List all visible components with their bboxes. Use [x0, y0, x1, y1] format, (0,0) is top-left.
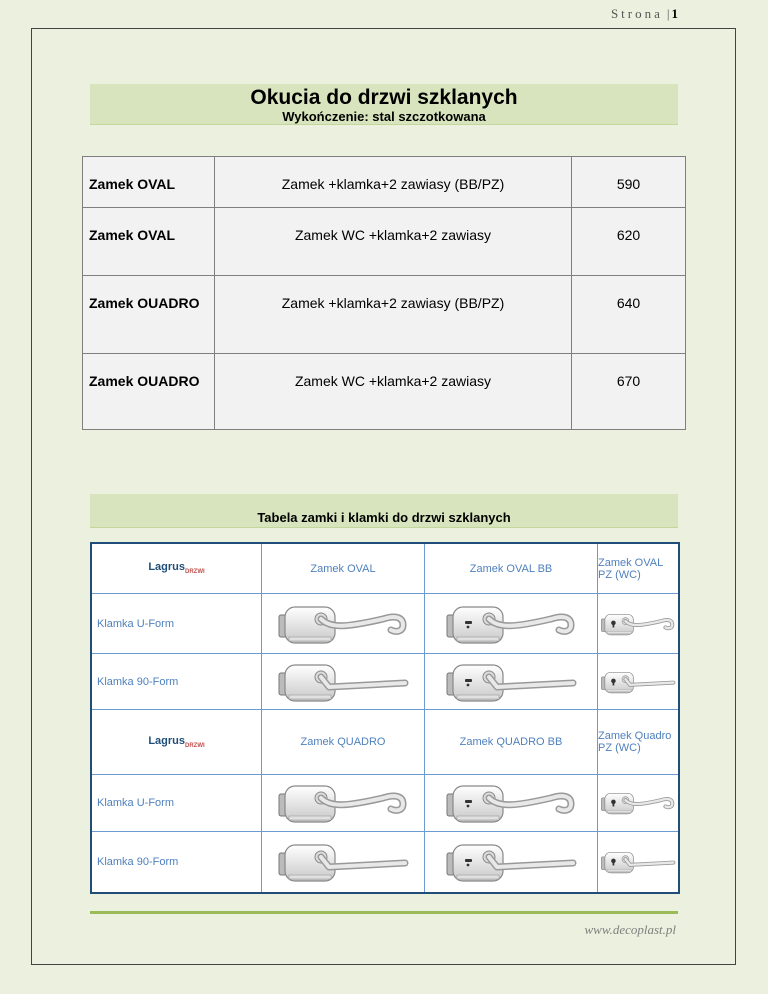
product-price: 590 — [572, 157, 686, 208]
door-lock-icon — [441, 835, 581, 889]
column-header: Zamek OVAL PZ (WC) — [598, 544, 678, 594]
page-subtitle: Wykończenie: stal szczotkowana — [282, 109, 486, 124]
row-label: Klamka 90-Form — [92, 654, 262, 710]
table-row — [83, 157, 686, 208]
door-lock-icon — [441, 776, 581, 830]
table-row — [83, 354, 686, 430]
column-header: Zamek Quadro PZ (WC) — [598, 710, 678, 775]
product-name: Zamek OUADRO — [83, 354, 215, 430]
product-name: Zamek OVAL — [83, 157, 215, 208]
lock-bb-u-form-image — [425, 594, 598, 654]
page-header — [611, 6, 678, 22]
lock-bb-90-form-image — [425, 654, 598, 710]
product-name: Zamek OUADRO — [83, 276, 215, 354]
page-title: Okucia do drzwi szklanych — [250, 86, 518, 109]
product-price: 620 — [572, 208, 686, 276]
door-lock-icon — [273, 597, 413, 651]
brand-name: Lagrus — [148, 734, 185, 747]
door-lock-icon — [441, 597, 581, 651]
brand-name: Lagrus — [148, 561, 185, 574]
column-header: Zamek QUADRO BB — [425, 710, 598, 775]
row-label: Klamka U-Form — [92, 775, 262, 832]
product-description: Zamek +klamka+2 zawiasy (BB/PZ) — [215, 157, 572, 208]
door-lock-icon — [598, 835, 678, 889]
title-band — [90, 84, 678, 125]
hardware-catalog-table — [90, 542, 680, 894]
footer-rule — [90, 911, 678, 914]
lock-pz-90-form-image — [598, 832, 678, 892]
product-price: 640 — [572, 276, 686, 354]
price-table — [82, 156, 686, 430]
row-label: Klamka U-Form — [92, 594, 262, 654]
door-lock-icon — [598, 776, 678, 830]
brand-sub: DRZWI — [185, 743, 205, 750]
door-lock-icon — [273, 776, 413, 830]
section-title: Tabela zamki i klamki do drzwi szklanych — [257, 510, 511, 525]
table-row — [83, 208, 686, 276]
lock-90-form-image — [262, 832, 425, 892]
column-header: Zamek QUADRO — [262, 710, 425, 775]
lock-pz-90-form-image — [598, 654, 678, 710]
lock-u-form-image — [262, 594, 425, 654]
door-lock-icon — [273, 835, 413, 889]
door-lock-icon — [598, 597, 678, 651]
page-number: 1 — [671, 6, 678, 21]
section-band — [90, 494, 678, 528]
brand-logo — [92, 544, 262, 594]
lock-bb-u-form-image — [425, 775, 598, 832]
product-description: Zamek +klamka+2 zawiasy (BB/PZ) — [215, 276, 572, 354]
column-header: Zamek OVAL — [262, 544, 425, 594]
lock-bb-90-form-image — [425, 832, 598, 892]
footer-website: www.decoplast.pl — [584, 922, 676, 937]
lock-u-form-image — [262, 775, 425, 832]
page-separator: | — [666, 6, 670, 21]
lock-90-form-image — [262, 654, 425, 710]
lock-pz-u-form-image — [598, 775, 678, 832]
product-price: 670 — [572, 354, 686, 430]
column-header: Zamek OVAL BB — [425, 544, 598, 594]
door-lock-icon — [441, 655, 581, 709]
door-lock-icon — [598, 655, 678, 709]
brand-sub: DRZWI — [185, 569, 205, 576]
product-description: Zamek WC +klamka+2 zawiasy — [215, 208, 572, 276]
lock-pz-u-form-image — [598, 594, 678, 654]
table-row — [83, 276, 686, 354]
page-word: Strona — [610, 6, 663, 21]
door-lock-icon — [273, 655, 413, 709]
product-name: Zamek OVAL — [83, 208, 215, 276]
brand-logo — [92, 710, 262, 775]
row-label: Klamka 90-Form — [92, 832, 262, 892]
product-description: Zamek WC +klamka+2 zawiasy — [215, 354, 572, 430]
